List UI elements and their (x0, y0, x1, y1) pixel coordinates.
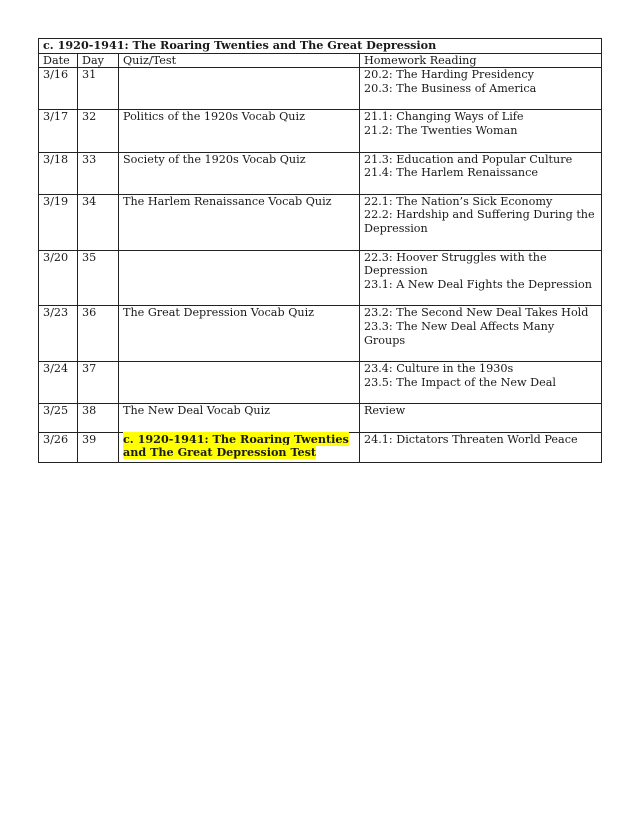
reading-line: 23.4: Culture in the 1930s (364, 362, 514, 376)
reading-line: 22.2: Hardship and Suffering During the Depression (364, 208, 595, 235)
row-reading (360, 68, 602, 110)
table-row (39, 432, 602, 462)
table-row (39, 110, 602, 152)
row-date: 3/18 (39, 152, 78, 194)
table-title-row (39, 39, 602, 54)
row-reading (360, 306, 602, 362)
table-row (39, 306, 602, 362)
table-row (39, 362, 602, 404)
reading-line: Review (364, 404, 406, 418)
reading-line: 23.5: The Impact of the New Deal (364, 375, 556, 389)
row-day: 39 (78, 432, 119, 462)
row-day: 31 (78, 68, 119, 110)
unit-title: c. 1920-1941: The Roaring Twenties and The Great Depression (39, 39, 602, 54)
row-quiz: The Harlem Renaissance Vocab Quiz (119, 194, 360, 250)
reading-line: 21.4: The Harlem Renaissance (364, 166, 538, 180)
row-quiz (119, 68, 360, 110)
row-quiz (119, 362, 360, 404)
row-reading (360, 404, 602, 433)
row-day: 36 (78, 306, 119, 362)
table-row (39, 194, 602, 250)
reading-line: 24.1: Dictators Threaten World Peace (364, 432, 578, 446)
table-row (39, 250, 602, 306)
table-row (39, 404, 602, 433)
row-quiz: Politics of the 1920s Vocab Quiz (119, 110, 360, 152)
table-header-row (39, 53, 602, 68)
row-date: 3/26 (39, 432, 78, 462)
row-day: 34 (78, 194, 119, 250)
reading-line: 22.1: The Nation’s Sick Economy (364, 194, 553, 208)
header-reading: Homework Reading (360, 53, 602, 68)
header-day: Day (78, 53, 119, 68)
row-quiz: The New Deal Vocab Quiz (119, 404, 360, 433)
table-row (39, 68, 602, 110)
row-quiz (119, 250, 360, 306)
row-quiz: The Great Depression Vocab Quiz (119, 306, 360, 362)
row-reading (360, 250, 602, 306)
reading-line: 23.3: The New Deal Affects Many Groups (364, 319, 555, 347)
reading-line: 20.2: The Harding Presidency (364, 68, 534, 82)
row-reading (360, 432, 602, 462)
unit-schedule-table (38, 38, 602, 463)
row-day: 37 (78, 362, 119, 404)
header-quiz: Quiz/Test (119, 53, 360, 68)
row-day: 33 (78, 152, 119, 194)
unit-test-highlight: c. 1920-1941: The Roaring Twenties and The Great Depression Test (123, 431, 349, 460)
row-date: 3/23 (39, 306, 78, 362)
row-day: 38 (78, 404, 119, 433)
reading-line: 22.3: Hoover Struggles with the Depression (364, 250, 547, 278)
reading-line: 21.2: The Twenties Woman (364, 123, 518, 137)
row-day: 32 (78, 110, 119, 152)
row-date: 3/17 (39, 110, 78, 152)
reading-line: 23.2: The Second New Deal Takes Hold (364, 306, 589, 320)
row-reading (360, 362, 602, 404)
row-date: 3/19 (39, 194, 78, 250)
reading-line: 20.3: The Business of America (364, 81, 537, 95)
reading-line: 21.1: Changing Ways of Life (364, 110, 524, 124)
row-quiz (119, 432, 360, 462)
row-reading (360, 194, 602, 250)
row-date: 3/16 (39, 68, 78, 110)
row-date: 3/20 (39, 250, 78, 306)
row-day: 35 (78, 250, 119, 306)
reading-line: 23.1: A New Deal Fights the Depression (364, 277, 592, 291)
row-date: 3/25 (39, 404, 78, 433)
table-row (39, 152, 602, 194)
header-date: Date (39, 53, 78, 68)
row-date: 3/24 (39, 362, 78, 404)
row-reading (360, 110, 602, 152)
reading-line: 21.3: Education and Popular Culture (364, 152, 573, 166)
row-quiz: Society of the 1920s Vocab Quiz (119, 152, 360, 194)
row-reading (360, 152, 602, 194)
